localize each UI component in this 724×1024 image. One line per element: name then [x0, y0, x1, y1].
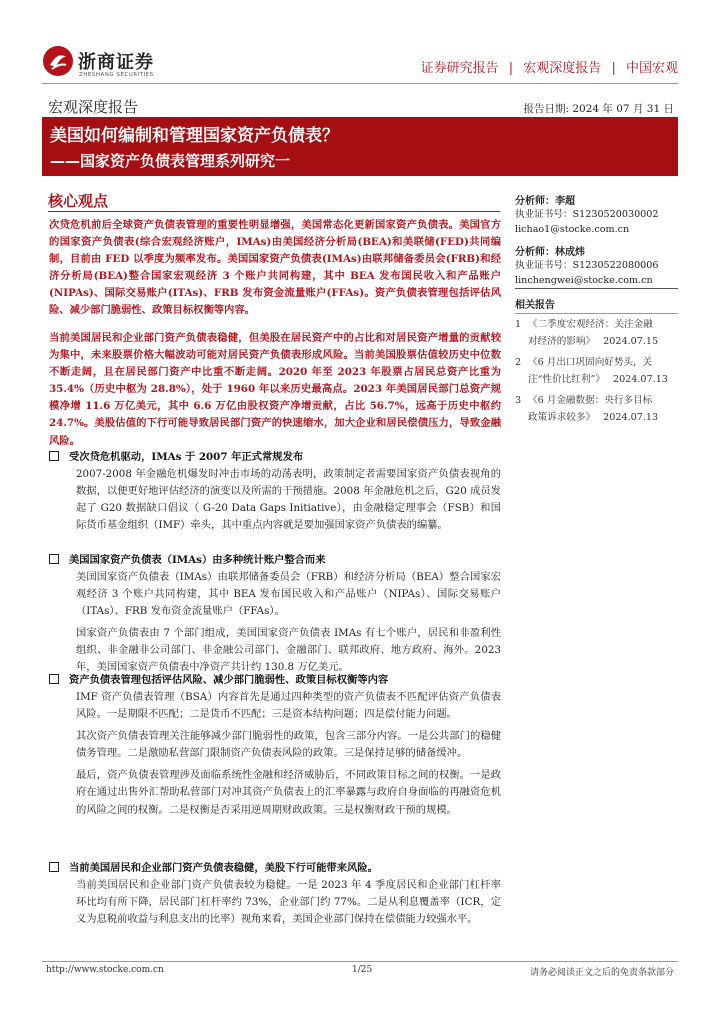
core-paragraph-2: 当前美国居民和企业部门资产负债表稳健，但美股在居民资产中的占比和对居民资产增量的贡献较为集中，未来股票价格大幅波动可能对居民资产负债表形成风险。当前美国股票估值较历史中位数不断走阔，且在居民部门资产中比重不断走阔。2020 年至 2023 年股票占居民总资产比重为 35.4%（历史中枢为 28.8%），处于 1960 年以来历史最高点。2023 年美国居民部门总资产规模净增 11.6 万亿美元，其中 6.6 万亿由股权资产净增贡献，占比 56.7%，远高于历史中枢约 24.7%。美股估值的下行可能导致居民部门资产的快速缩水，加大企业和居民偿债压力，导致金融风险。 [49, 332, 501, 447]
related-item-number: 1 [515, 319, 522, 330]
section-1 [49, 448, 501, 534]
related-item-title-cont: 政策诉求较多》 [528, 412, 596, 423]
header-nav: 证券研究报告 | 宏观深度报告 | 中国宏观 [420, 61, 678, 76]
related-item-number: 2 [515, 357, 522, 368]
related-list [515, 316, 678, 426]
logo-name: 浙商证券 [78, 52, 154, 73]
related-item-title-cont: 对经济的影响》 [528, 336, 596, 347]
page-number: 1/25 [352, 965, 373, 975]
footer-divider [42, 961, 678, 962]
section-heading: 资产负债表管理包括评估风险、减少部门脆弱性、政策目标权衡等内容 [69, 674, 389, 686]
disclaimer-notice: 请务必阅读正文之后的免责条款部分 [529, 968, 674, 978]
page-title: 美国如何编制和管理国家资产负债表？ [50, 126, 339, 146]
section-heading: 当前美国居民和企业部门资产负债表稳健，美股下行可能带来风险。 [69, 862, 378, 874]
section-paragraph: 其次资产负债表管理关注能够减少部门脆弱性的政策，包含三部分内容。一是公共部门的稳健债务管理。二是激励私营部门限制资产负债表风险的政策。三是保持足够的储备缓冲。 [76, 730, 501, 760]
logo-name-en: ZHESHANG SECURITIES [79, 72, 154, 78]
related-item-date: 2024.07.13 [603, 412, 659, 423]
checkbox-bullet-icon [49, 554, 59, 564]
core-heading: 核心观点 [48, 192, 109, 210]
section-heading: 美国国家资产负债表（IMAs）由多种统计账户整合而来 [69, 554, 326, 566]
related-item-title: 《6 月金融数据：央行多目标 [528, 395, 653, 406]
related-item[interactable] [515, 354, 678, 388]
related-divider [515, 313, 678, 314]
checkbox-bullet-icon [49, 674, 59, 684]
analyst-2-name: 分析师：林成炜 [515, 247, 585, 258]
core-divider [48, 211, 500, 212]
related-item-date: 2024.07.15 [603, 336, 659, 347]
related-item-date: 2024.07.13 [612, 374, 668, 385]
analyst-2-cert: 执业证书号：S1230522080006 [515, 260, 659, 271]
section-paragraph: 国家资产负债表由 7 个部门组成，美国国家资产负债表 IMAs 有七个账户，居民和非盈利性组织、非金融非公司部门、非金融公司部门、金融部门、联邦政府、地方政府、海外。2023 年，美国国家资产负债表中净资产共计约 130.8 万亿美元。 [76, 627, 501, 674]
analyst-1-email[interactable]: lichao1@stocke.com.cn [515, 224, 630, 235]
logo-mark-icon [42, 45, 74, 77]
section-paragraph: 2007-2008 年金融危机爆发时冲击市场的动荡表明，政策制定者需要国家资产负债表视角的数据，以便更好地评估经济的演变以及所需的干预措施。2008 年金融危机之后，G20 成员发起了 G20 数据缺口倡议（ G-20 Data Gaps Initiative），由金融稳定理事会（FSB）和国际货币基金组织（IMF）牵头，其中重点内容就是要加强国家资产负债表的编纂。 [76, 468, 501, 532]
section-4 [49, 859, 501, 928]
header-divider [42, 83, 678, 84]
section-paragraph: 当前美国居民和企业部门资产负债表较为稳健。一是 2023 年 4 季度居民和企业部门杠杆率环比均有所下降，居民部门杠杆率约 73%，企业部门约 77%。二是从利息覆盖率（ICR，定义为息税前收益与利息支出的比率）视角来看，美国企业部门保持在偿债能力较强水平。 [76, 879, 501, 926]
checkbox-bullet-icon [49, 862, 59, 872]
report-type: 宏观深度报告 [48, 98, 139, 116]
analyst-1-name: 分析师：李超 [515, 196, 575, 207]
section-paragraph: IMF 资产负债表管理（BSA）内容首先是通过四种类型的资产负债表不匹配评估资产负债表风险。一是期限不匹配；二是货币不匹配；三是资本结构问题；四是偿付能力问题。 [76, 691, 501, 721]
checkbox-bullet-icon [49, 451, 59, 461]
logo [42, 45, 74, 77]
related-heading: 相关报告 [515, 300, 555, 311]
related-item-title: 《二季度宏观经济：关注金融 [528, 319, 653, 330]
analyst-2-email[interactable]: linchengwei@stocke.com.cn [515, 275, 653, 286]
title-bar [42, 117, 678, 176]
section-3 [49, 671, 501, 819]
report-date: 报告日期: 2024 年 07 月 31 日 [523, 103, 674, 115]
related-item[interactable] [515, 392, 678, 426]
nav-item-research: 证券研究报告 [420, 61, 499, 76]
nav-item-china-macro: 中国宏观 [625, 61, 678, 76]
related-item[interactable] [515, 316, 678, 350]
section-2 [49, 551, 501, 677]
related-item-title: 《6 月出口巩固向好势头，关 [528, 357, 653, 368]
sidebar [515, 192, 678, 288]
section-paragraph: 美国国家资产负债表（IMAs）由联邦储备委员会（FRB）和经济分析局（BEA）整合国家宏观经济 3 个账户共同构建，其中 BEA 发布国民收入和产品账户（NIPAs）、国际交易账户（ITAs）、FRB 发布资金流量账户（FFAs）。 [76, 571, 501, 618]
section-heading: 受次贷危机驱动，IMAs 于 2007 年正式常规发布 [69, 451, 304, 463]
core-paragraph-1: 次贷危机前后全球资产负债表管理的重要性明显增强，美国常态化更新国家资产负债表。美国官方的国家资产负债表(综合宏观经济账户，IMAs)由美国经济分析局(BEA)和美联储(FED)共同编制，目前由 FED 以季度为频率发布。美国国家资产负债表(IMAs)由联邦储备委员会(FRB)和经济分析局(BEA)整合国家宏观经济 3 个账户共同构建，其中 BEA 发布国民收入和产品账户(NIPAs)、国际交易账户(ITAs)、FRB 发布资金流量账户(FFAs)。资产负债表管理包括评估风险、减少部门脆弱性、政策目标权衡等内容。 [49, 219, 501, 317]
section-paragraph: 最后，资产负债表管理涉及面临系统性金融和经济威胁后，不同政策目标之间的权衡。一是政府在通过出售外汇帮助私营部门对冲其资产负债表上的汇率暴露与政府自身面临的再融资危机的风险之间的权衡。二是权衡是否采用逆周期财政政策。三是权衡财政干预的规模。 [76, 769, 501, 816]
page-subtitle: ——国家资产负债表管理系列研究一 [50, 152, 291, 170]
nav-item-macro-deep: 宏观深度报告 [523, 61, 602, 76]
sidebar-divider [515, 288, 678, 289]
analyst-1-cert: 执业证书号：S1230520030002 [515, 209, 659, 220]
related-item-number: 3 [515, 395, 522, 406]
related-item-title-cont: 注“性价比红利”》 [528, 374, 605, 385]
footer-site-link[interactable]: http://www.stocke.com.cn [46, 965, 164, 975]
